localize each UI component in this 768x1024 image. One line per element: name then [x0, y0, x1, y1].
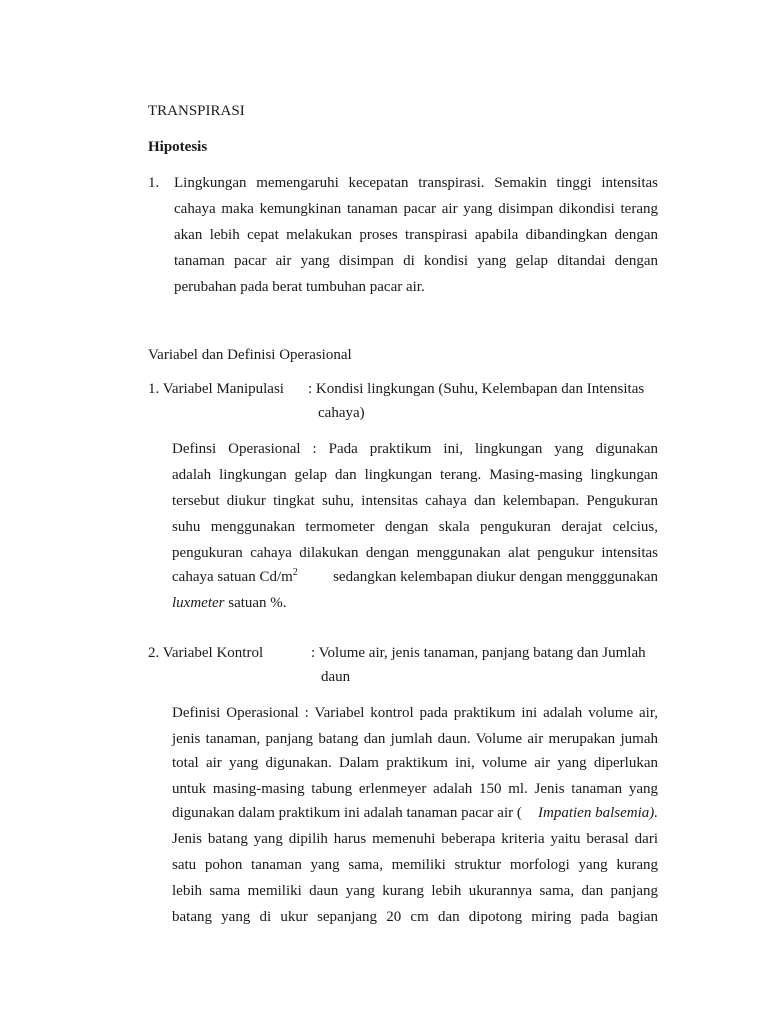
- hipotesis-line-2: cahaya maka kemungkinan tanaman pacar air yang disimpan dikondisi terang: [174, 201, 658, 217]
- hipotesis-number: 1.: [148, 175, 160, 191]
- manipulasi-value-line-2: cahaya): [318, 405, 365, 421]
- hipotesis-line-3: akan lebih cepat melakukan proses transpirasi apabila dibandingkan dengan: [174, 227, 658, 243]
- manipulasi-def-line-6-end: sedangkan kelembapan diukur dengan mengggunakan: [333, 569, 658, 585]
- kontrol-def-line-5-start: digunakan dalam praktikum ini adalah tanaman pacar air (: [172, 805, 522, 821]
- luxmeter-term: luxmeter: [172, 595, 225, 611]
- manipulasi-def-line-6-start: cahaya satuan $Cd/m^2$: [172, 567, 298, 585]
- kontrol-def-line-6: Jenis batang yang dipilih harus memenuhi beberapa kriteria yaitu berasal dari: [172, 831, 658, 847]
- kontrol-def-line-3: total air yang digunakan. Dalam praktikum ini, volume air yang diperlukan: [172, 755, 658, 771]
- hipotesis-line-4: tanaman pacar air yang disimpan di kondisi yang gelap ditandai dengan: [174, 253, 658, 269]
- kontrol-def-line-1: Definisi Operasional : Variabel kontrol pada praktikum ini adalah volume air,: [172, 705, 658, 721]
- species-name: Impatien balsemia).: [538, 805, 658, 821]
- kontrol-def-line-4: untuk masing-masing tabung erlenmeyer adalah 150 ml. Jenis tanaman yang: [172, 781, 658, 797]
- manipulasi-def-line-1: Definsi Operasional : Pada praktikum ini, lingkungan yang digunakan: [172, 441, 658, 457]
- kontrol-def-line-9: batang yang di ukur sepanjang 20 cm dan dipotong miring pada bagian: [172, 909, 658, 925]
- kontrol-value-line-1: : Volume air, jenis tanaman, panjang batang dan Jumlah: [311, 645, 646, 661]
- manipulasi-def-line-5: pengukuran cahaya dilakukan dengan menggunakan alat pengukur intensitas: [172, 545, 658, 561]
- kontrol-label: 2. Variabel Kontrol: [148, 645, 264, 661]
- kontrol-def-line-5: [172, 804, 658, 822]
- variabel-heading: Variabel dan Definisi Operasional: [148, 347, 352, 363]
- manipulasi-def-line-3: tersebut diukur tingkat suhu, intensitas cahaya dan kelembapan. Pengukuran: [172, 493, 658, 509]
- hipotesis-heading: Hipotesis: [148, 139, 208, 155]
- document-title: TRANSPIRASI: [148, 103, 245, 119]
- manipulasi-label: 1. Variabel Manipulasi: [148, 381, 284, 397]
- superscript-2: 2: [292, 567, 298, 578]
- kontrol-value-line-2: daun: [321, 669, 351, 685]
- manipulasi-def-line-7-rest: satuan %.: [224, 595, 287, 611]
- manipulasi-def-line-4: suhu menggunakan termometer dengan skala pengukuran derajat celcius,: [172, 519, 658, 535]
- kontrol-def-line-2: jenis tanaman, panjang batang dan jumlah daun. Volume air merupakan jumah: [172, 731, 658, 747]
- kontrol-def-line-7: satu pohon tanaman yang sama, memiliki struktur morfologi yang kurang: [172, 857, 658, 873]
- hipotesis-line-1: Lingkungan memengaruhi kecepatan transpirasi. Semakin tinggi intensitas: [174, 175, 658, 191]
- manipulasi-def-line-7: [172, 594, 287, 612]
- kontrol-def-line-8: lebih sama memiliki daun yang kurang lebih ukurannya sama, dan panjang: [172, 883, 658, 899]
- manipulasi-value-line-1: : Kondisi lingkungan (Suhu, Kelembapan dan Intensitas: [308, 381, 645, 397]
- hipotesis-line-5: perubahan pada berat tumbuhan pacar air.: [174, 279, 425, 295]
- manipulasi-def-line-6: [172, 568, 658, 586]
- manipulasi-def-line-2: adalah lingkungan gelap dan lingkungan terang. Masing-masing lingkungan: [172, 467, 658, 483]
